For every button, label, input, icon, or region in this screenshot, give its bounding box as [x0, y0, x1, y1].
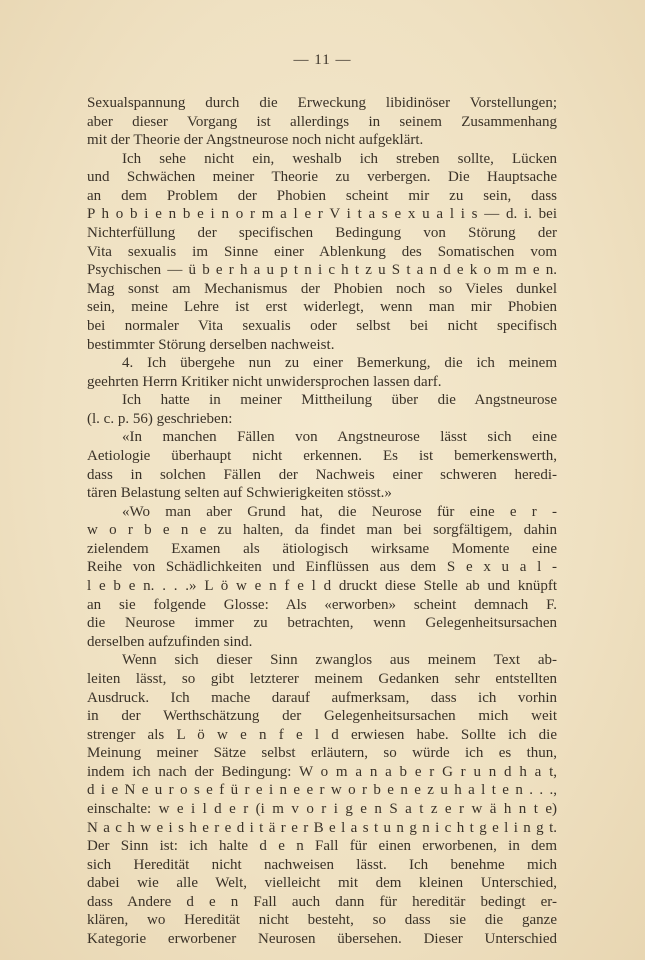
text-line: indem ich nach der Bedingung: W o m a n a b e r G r u n d h a t, — [87, 763, 557, 780]
text-line: Psychischen — ü b e r h a u p t n i c h t z u S t a n d e k o m m e n. — [87, 262, 557, 279]
text-line: und Schwächen meiner Theorie zu verbergen. Die Hauptsache — [87, 169, 557, 186]
text-line: bestimmter Störung derselben nachweist. — [87, 336, 335, 353]
text-line: Ausdruck. Ich mache darauf aufmerksam, dass ich vorhin — [87, 689, 557, 706]
text-line: l e b e n. . . .» L ö w e n f e l d druckt diese Stelle ab und knüpft — [87, 578, 557, 595]
text-line: in der Werthschätzung der Gelegenheitsursachen mich weit — [87, 708, 557, 725]
text-line: Mag sonst am Mechanismus der Phobien noch so Vieles dunkel — [87, 280, 557, 297]
text-line: Vita sexualis im Sinne einer Ablenkung des Somatischen vom — [87, 243, 557, 260]
text-line: Wenn sich dieser Sinn zwanglos aus meinem Text ab- — [122, 652, 557, 669]
text-line: Meinung meiner Sätze selbst erläutern, so würde ich es thun, — [87, 745, 557, 762]
text-line: d i e N e u r o s e f ü r e i n e e r w o r b e n e z u h a l t e n . . ., — [87, 782, 557, 799]
body-text — [87, 94, 557, 949]
text-line: Der Sinn ist: ich halte d e n Fall für einen erworbenen, in dem — [87, 838, 557, 855]
text-line: Aetiologie überhaupt nicht erkennen. Es ist bemerkenswerth, — [87, 447, 557, 464]
text-line: dass in solchen Fällen der Nachweis einer schweren heredi- — [87, 466, 557, 483]
text-line: leiten lässt, so gibt letzterer meinem Gedanken sehr entstellten — [87, 670, 557, 687]
text-line: strenger als L ö w e n f e l d erwiesen habe. Sollte ich die — [87, 726, 557, 743]
text-line: (l. c. p. 56) geschrieben: — [87, 410, 233, 427]
page-number: — 11 — — [293, 52, 352, 68]
text-line: Kategorie erworbener Neurosen übersehen. Dieser Unterschied — [87, 931, 557, 948]
text-line: sein, meine Lehre ist erst widerlegt, wenn man mir Phobien — [87, 299, 557, 316]
text-line: bei normaler Vita sexualis oder selbst bei nicht specifisch — [87, 317, 557, 334]
text-line: dass Andere d e n Fall auch dann für hereditär bedingt er- — [87, 893, 557, 910]
text-line: derselben aufzufinden sind. — [87, 633, 253, 650]
text-line: «In manchen Fällen von Angstneurose lässt sich eine — [122, 429, 557, 446]
text-line: Ich sehe nicht ein, weshalb ich streben sollte, Lücken — [122, 150, 557, 167]
text-line: an sie folgende Glosse: Als «erworben» scheint demnach F. — [87, 596, 557, 613]
text-line: Nichterfüllung der specifischen Bedingung von Störung der — [87, 225, 557, 242]
text-line: N a c h w e i s h e r e d i t ä r e r B e l a s t u n g n i c h t g e l i n g t. — [87, 819, 557, 836]
text-line: «Wo man aber Grund hat, die Neurose für eine e r - — [122, 503, 557, 520]
text-line: mit der Theorie der Angstneurose noch nicht aufgeklärt. — [87, 132, 424, 149]
text-line: P h o b i e n b e i n o r m a l e r V i t a s e x u a l i s — d. i. bei — [87, 206, 557, 223]
text-line: an dem Problem der Phobien scheint mir zu sein, dass — [87, 187, 557, 204]
text-line: tären Belastung selten auf Schwierigkeiten stösst.» — [87, 485, 392, 502]
text-line: w o r b e n e zu halten, da findet man bei sorgfältigem, dahin — [87, 522, 557, 539]
text-line: die Neurose immer zu betrachten, wenn Gelegenheitsursachen — [87, 615, 557, 632]
text-line: aber dieser Vorgang ist allerdings in seinem Zusammenhang — [87, 113, 557, 130]
text-line: Reihe von Schädlichkeiten und Einflüssen aus dem S e x u a l - — [87, 559, 557, 576]
text-line: klären, wo Heredität nicht besteht, so dass sie die ganze — [87, 912, 557, 929]
text-line: zielendem Examen als ätiologisch wirksame Momente eine — [87, 540, 557, 557]
text-line: einschalte: w e i l d e r (i m v o r i g e n S a t z e r w ä h n t e) — [87, 800, 557, 817]
text-line: sich Heredität nicht nachweisen lässt. Ich benehme mich — [87, 856, 557, 873]
text-line: geehrten Herrn Kritiker nicht unwidersprochen lassen darf. — [87, 373, 442, 390]
text-line: Sexualspannung durch die Erweckung libidinöser Vorstellungen; — [87, 95, 557, 111]
text-line: 4. Ich übergehe nun zu einer Bemerkung, die ich meinem — [122, 355, 557, 372]
text-line: dabei wie alle Welt, vielleicht mit dem kleinen Unterschied, — [87, 875, 557, 892]
text-line: Ich hatte in meiner Mittheilung über die Angstneurose — [122, 392, 557, 409]
